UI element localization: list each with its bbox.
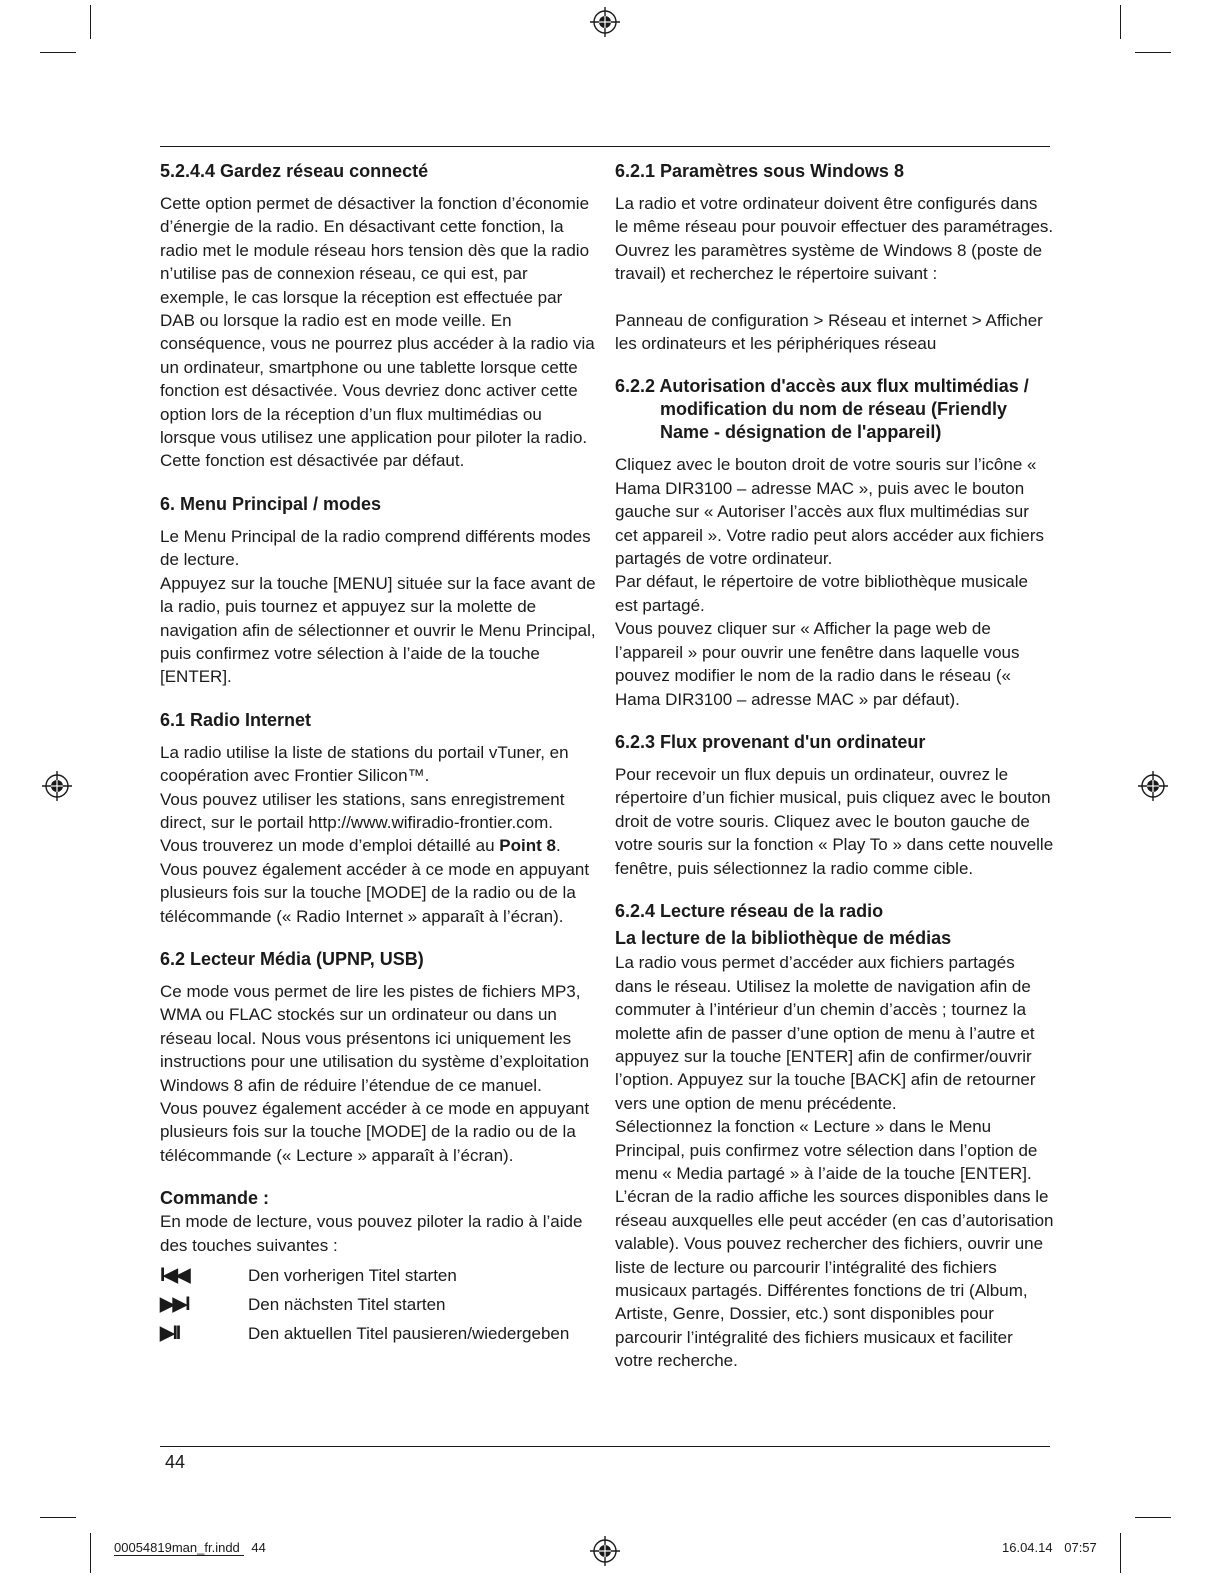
spacer (615, 286, 1055, 309)
crop-mark (90, 1533, 91, 1573)
crop-mark (40, 1517, 76, 1518)
section-heading: 6.2.1 Paramètres sous Windows 8 (615, 161, 904, 181)
paragraph: Cette option permet de désactiver la fonction d’économie d’énergie de la radio. En désactivant cette fonction, la radio met le module réseau hors tension dès que la radio n’utilise pas de connexion réseau, ce qui est, par exemple, le cas lorsque la réception est effectuée par DAB ou lorsque la radio est en mode veille. En conséquence, vous ne pourrez plus accéder à la radio via un ordinateur, smartphone ou une tablette lorsque cette fonction est désactivée. Vous devriez donc activer cette option lors de la réception d’un flux multimédias ou lorsque vous utilisez une application pour piloter la radio. Cette fonction est désactivée par défaut. (160, 194, 595, 471)
crop-mark (40, 52, 76, 53)
paragraph: Panneau de configuration > Réseau et internet > Afficher les ordinateurs et les périphériques réseau (615, 310, 1043, 354)
bottom-rule (160, 1446, 1050, 1447)
section-heading: 6.2 Lecteur Média (UPNP, USB) (160, 948, 424, 969)
list-item (160, 1319, 600, 1348)
list-item (160, 1261, 600, 1290)
control-label: Den aktuellen Titel pausieren/wiedergeben (248, 1323, 570, 1343)
left-column (160, 160, 600, 1348)
list-item (160, 1290, 600, 1319)
section-heading: 6. Menu Principal / modes (160, 493, 382, 514)
crop-mark (1135, 52, 1171, 53)
paragraph: Sélectionnez la fonction « Lecture » dans le Menu Principal, puis confirmez votre sélection dans l’option de menu « Media partagé » à l’aide de la touche [ENTER]. L’écran de la radio affiche les sources disponibles dans le réseau auxquelles elle peut accéder (en cas d’autorisation valable). Vous pouvez rechercher des fichiers, ouvrir une liste de lecture ou parcourir l’intégralité des fichiers musicaux partagés. Différentes fonctions de tri (Album, Artiste, Genre, Dossier, etc.) sont disponibles pour parcourir l’intégralité des fichiers musicaux et faciliter votre recherche. (615, 1117, 1054, 1371)
top-rule (160, 146, 1050, 147)
paragraph: Pour recevoir un flux depuis un ordinateur, ouvrez le répertoire d’un fichier musical, puis cliquez avec le bouton droit de votre souris. Cliquez avec le bouton gauche de votre souris sur la fonction « Play To » dans cette nouvelle fenêtre, puis sélectionnez la radio comme cible. (615, 764, 1054, 878)
previous-track-icon: I◀◀ (160, 1264, 189, 1286)
paragraph: Cliquez avec le bouton droit de votre souris sur l’icône « Hama DIR3100 – adresse MAC », puis avec le bouton gauche sur « Autoriser l’accès aux flux multimédias sur cet appareil ». Votre radio peut alors accéder aux fichiers partagés de votre ordinateur. (615, 455, 1045, 569)
control-label: Den nächsten Titel starten (248, 1294, 446, 1314)
text-run: Vous trouverez un mode d’emploi détaillé au (160, 836, 500, 856)
registration-mark-icon (590, 1536, 620, 1566)
slug-filename: 00054819man_fr.indd (114, 1540, 244, 1556)
registration-mark-icon (590, 7, 620, 37)
paragraph: La radio et votre ordinateur doivent être configurés dans le même réseau pour pouvoir effectuer des paramétrages. Ouvrez les paramètres système de Windows 8 (poste de travail) et recherchez le répertoire suivant : (615, 194, 1054, 284)
paragraph: Par défaut, le répertoire de votre bibliothèque musicale est partagé. (615, 572, 1028, 615)
section-heading: 6.2.4 Lecture réseau de la radio (615, 900, 884, 921)
slug-time: 07:57 (1064, 1540, 1097, 1555)
section-heading: 5.2.4.4 Gardez réseau connecté (160, 161, 429, 181)
crop-mark (1120, 1533, 1121, 1573)
next-track-icon: ▶▶I (160, 1293, 189, 1315)
paragraph: La radio utilise la liste de stations du portail vTuner, en coopération avec Frontier Silicon™. (160, 742, 569, 786)
paragraph: Vous pouvez cliquer sur « Afficher la page web de l’appareil » pour ouvrir une fenêtre dans laquelle vous pouvez modifier le nom de la radio dans le réseau (« Hama DIR3100 – adresse MAC » par défaut). (615, 619, 1020, 709)
play-pause-icon: ▶II (160, 1322, 180, 1344)
slug-date: 16.04.14 (1002, 1540, 1053, 1555)
section-heading: 6.2.3 Flux provenant d'un ordinateur (615, 731, 926, 752)
text-run: . (555, 836, 561, 856)
page-number: 44 (165, 1452, 186, 1472)
section-heading (615, 375, 1055, 444)
section-heading: 6.1 Radio Internet (160, 709, 312, 730)
text-run-bold: Point 8 (499, 836, 556, 856)
registration-mark-icon (1138, 771, 1168, 801)
registration-mark-icon (42, 771, 72, 801)
paragraph: Le Menu Principal de la radio comprend différents modes de lecture. (160, 526, 591, 570)
crop-mark (1135, 1517, 1171, 1518)
control-label: Den vorherigen Titel starten (248, 1265, 457, 1285)
slug-timestamp (1002, 1540, 1097, 1555)
paragraph: Appuyez sur la touche [MENU] située sur la face avant de la radio, puis tournez et appuyez sur la molette de navigation afin de sélectionner et ouvrir le Menu Principal, puis confirmez votre sélection à l’aide de la touche [ENTER]. (160, 573, 596, 687)
section-title: Autorisation d'accès aux flux multimédias / modification du nom de réseau (Friendly Name - désignation de l'appareil) (659, 376, 1029, 443)
paragraph: En mode de lecture, vous pouvez piloter la radio à l’aide des touches suivantes : (160, 1212, 583, 1255)
slug-file (114, 1540, 266, 1555)
crop-mark (90, 5, 91, 39)
crop-mark (1120, 5, 1121, 39)
paragraph: Vous pouvez également accéder à ce mode en appuyant plusieurs fois sur la touche [MODE] de la radio ou de la télécommande (« Radio Internet » apparaît à l’écran). (160, 859, 590, 926)
paragraph: Vous pouvez également accéder à ce mode en appuyant plusieurs fois sur la touche [MODE] de la radio ou de la télécommande (« Lecture » apparaît à l’écran). (160, 1099, 590, 1165)
paragraph: Vous pouvez utiliser les stations, sans enregistrement direct, sur le portail http://www.wifiradio-frontier.com. (160, 789, 565, 832)
slug-page: 44 (251, 1540, 266, 1555)
section-heading: Commande : (160, 1188, 270, 1209)
paragraph (160, 834, 600, 857)
subheading: La lecture de la bibliothèque de médias (615, 927, 952, 948)
paragraph: La radio vous permet d’accéder aux fichiers partagés dans le réseau. Utilisez la molette de navigation afin de commuter à l’intérieur d’un chemin d’accès ; tournez la molette afin de passer d’une option de menu à l’autre et appuyez sur la touche [ENTER] afin de confirmer/ouvrir l’option. Appuyez sur la touche [BACK] afin de retourner vers une option de menu précédente. (615, 953, 1036, 1113)
controls-list (160, 1261, 600, 1348)
section-number: 6.2.2 (615, 376, 656, 397)
paragraph: Ce mode vous permet de lire les pistes de fichiers MP3, WMA ou FLAC stockés sur un ordinateur ou dans un réseau local. Nous vous présentons ici uniquement les instructions pour une utilisation du système d’exploitation Windows 8 afin de réduire l’étendue de ce manuel. (160, 981, 590, 1095)
right-column (615, 160, 1055, 1373)
